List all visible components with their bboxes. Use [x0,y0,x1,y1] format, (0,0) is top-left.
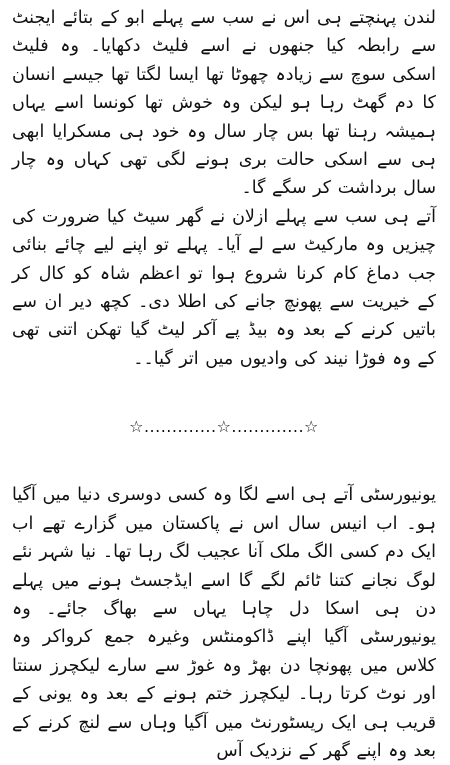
section-separator: ☆.............☆.............☆ [129,417,319,437]
paragraph-university: یونیورسٹی آتے ہی اسے لگا وہ کسی دوسری دنیا میں آگیا ہو۔ اب انیس سال اس نے پاکستان میں گزارے تھے اب ایک دم کسی الگ ملک آنا عجیب لگ رہا تھا۔ نیا شہر نئے لوگ نجانے کتنا ٹائم لگے گا اسے ایڈجسٹ ہونے میں پہلے دن ہی اسکا دل چاہا یہاں سے بھاگ جائے۔ وہ یونیورسٹی آگیا اپنے ڈاکومنٹس وغیرہ جمع کرواکر وہ کلاس میں پھونچا دن بھڑ وہ غوڑ سے سارے لیکچرز سنتا اور نوٹ کرتا رہا۔ لیکچرز ختم ہونے کے بعد وہ یونی کے قریب ہی ایک ریسٹورنٹ میں آگیا وہاں سے لنچ کرنے کے بعد وہ اپنے گھر کے نزدیک آس [12,485,436,761]
paragraph-arrival-london: لندن پہنچتے ہی اس نے سب سے پہلے ابو کے بتائے ایجنٹ سے رابطہ کیا جنھوں نے اسے فلیٹ دکھایا۔ وہ فلیٹ اسکی سوچ سے زیادہ چھوٹا تھا ایسا لگتا تھا جیسے انسان کا دم گھٹ رہا ہو لیکن وہ خوش تھا کونسا اسے یہاں ہمیشہ رہنا تھا بس چار سال وہ خود ہی مسکرایا ابھی ہی سے اسکی حالت بری ہونے لگی تھی کہاں وہ چار سال برداشت کر سگے گا۔ [12,8,436,199]
paragraph-setting-home: آتے ہی سب سے پہلے ازلان نے گھر سیٹ کیا ضرورت کی چیزیں وہ مارکیٹ سے لے آیا۔ پہلے تو اپنے لیے چائے بنائی جب دماغ کام کرنا شروع ہوا تو اعظم شاہ کو کال کر کے خیریت سے پھونچ جانے کی اطلا دی۔ کچھ دیر ان سے باتیں کرنے کے بعد وہ بیڈ پے آکر لیٹ گیا تھکن اتنی تھی کے وہ فوڑا نیند کی وادیوں میں اتر گیا۔۔ [12,206,436,369]
